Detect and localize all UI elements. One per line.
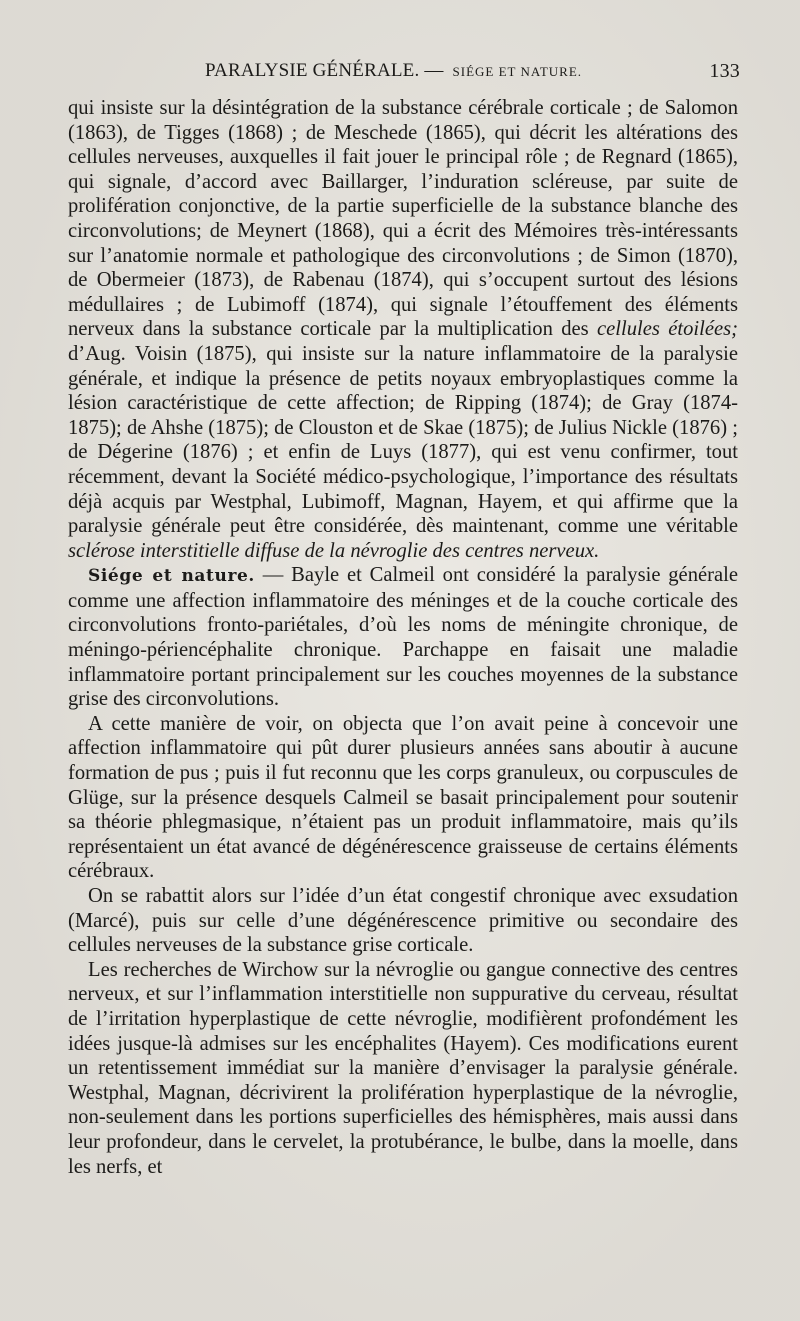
italic-run: sclérose interstitielle diffuse de la névroglie des centres nerveux. [68,539,600,562]
text-run: A cette manière de voir, on objecta que l’on avait peine à concevoir une affection inflammatoire qui pût durer plusieurs années sans aboutir à aucune formation de pus ; puis il fut reconnu que les corps granuleux, ou corpuscules de Glüge, sur la présence desquels Calmeil se basait principalement pour soutenir sa théorie phlegmasique, n’étaient pas un produit inflammatoire, mais qu’ils représentaient un état avancé de dégénérescence graisseuse de certains éléments cérébraux. [68,712,738,883]
section-run-heading: Siége et nature. [88,566,255,587]
text-run: d’Aug. Voisin (1875), qui insiste sur la nature inflammatoire de la paralysie générale, et indique la présence de petits noyaux embryoplastiques comme la lésion caractéristique de cette affection; de Ripping (1874); de Gray (1874-1875); de Ahshe (1875); de Clouston et de Skae (1875); de Julius Nickle (1876) ; de Dégerine (1876) ; et enfin de Luys (1877), qui est venu confirmer, tout récemment, devant la Société médico-psychologique, l’importance des résultats déjà acquis par Westphal, Lubimoff, Magnan, Hayem, et qui affirme que la paralysie générale peut être considérée, dès maintenant, comme une véritable [68,342,738,538]
body-text [68,96,738,1179]
paragraph [68,884,738,958]
italic-run: cellules étoilées; [597,318,738,341]
header-title-sub: SIÉGE ET NATURE. [452,64,583,79]
page-number: 133 [709,60,740,82]
paragraph-siege-et-nature [68,563,738,712]
header-title [205,60,582,82]
text-run: qui insiste sur la désintégration de la substance cérébrale corticale ; de Salomon (1863), de Tigges (1868) ; de Meschede (1865), qui décrit les altérations des cellules nerveuses, auxquelles il fait jouer le principal rôle ; de Regnard (1865), qui signale, d’accord avec Baillarger, l’induration scléreuse, par suite de prolifération conjonctive, de la partie superficielle de la substance blanche des circonvolutions; de Meynert (1868), qui a écrit des Mémoires très-intéressants sur l’anatomie normale et pathologique des circonvolutions ; de Simon (1870), de Obermeier (1873), de Rabenau (1874), qui s’occupent surtout des lésions médullaires ; de Lubimoff (1874), qui signale l’étouffement des éléments nerveux dans la substance corticale par la multiplication des [68,97,738,341]
paragraph [68,712,738,884]
text-run: — Bayle et Calmeil ont considéré la paralysie générale comme une affection inflammatoire des méninges et de la couche corticale des circonvolutions fronto-pariétales, d’où les noms de méningite chronique, de méningo-périencéphalite chronique. Parchappe en faisait une maladie inflammatoire portant principalement sur les couches moyennes de la substance grise des circonvolutions. [68,564,738,711]
paragraph-continuation [68,96,738,563]
text-run: Les recherches de Wirchow sur la névroglie ou gangue connective des centres nerveux, et sur l’inflammation interstitielle non suppurative du cerveau, résultat de l’irritation hyperplastique de cette névroglie, modifièrent profondément les idées jusque-là admises sur les encéphalites (Hayem). Ces modifications eurent un retentissement immédiat sur la manière d’envisager la paralysie générale. Westphal, Magnan, décrivirent la prolifération hyperplastique de la névroglie, non-seulement dans les portions superficielles des hémisphères, mais aussi dans leur profondeur, dans le cervelet, la protubérance, le bulbe, dans la moelle, dans les nerfs, et [68,958,738,1178]
header-title-main: PARALYSIE GÉNÉRALE. — [205,60,444,81]
paragraph [68,958,738,1179]
text-run: On se rabattit alors sur l’idée d’un état congestif chronique avec exsudation (Marcé), puis sur celle d’une dégénérescence primitive ou secondaire des cellules nerveuses de la substance grise corticale. [68,885,738,957]
running-header [60,60,740,88]
